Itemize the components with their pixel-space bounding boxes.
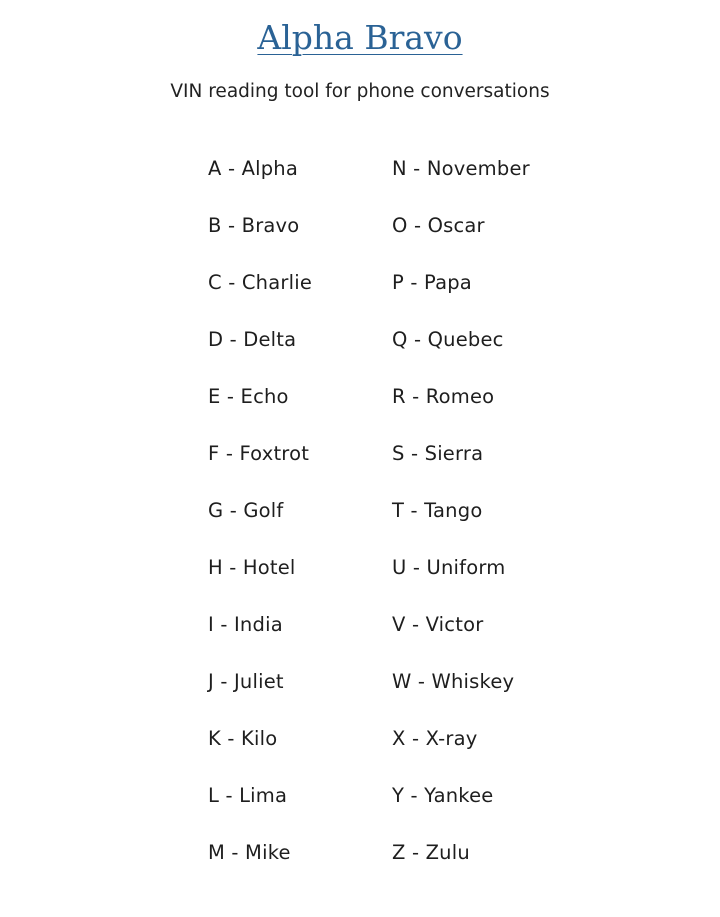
- alphabet-entry-d: D - Delta: [208, 328, 297, 351]
- alphabet-entry-l: L - Lima: [208, 784, 288, 807]
- alphabet-entry-v: V - Victor: [392, 613, 484, 636]
- alphabet-entry-k: K - Kilo: [208, 727, 278, 750]
- alphabet-entry-x: X - X-ray: [392, 727, 478, 750]
- alphabet-entry-o: O - Oscar: [392, 214, 485, 237]
- alphabet-entry-p: P - Papa: [392, 271, 472, 294]
- alphabet-entry-y: Y - Yankee: [392, 784, 494, 807]
- alphabet-entry-i: I - India: [208, 613, 283, 636]
- page-subtitle: VIN reading tool for phone conversations: [170, 81, 550, 102]
- alphabet-entry-w: W - Whiskey: [392, 670, 515, 693]
- alphabet-entry-e: E - Echo: [208, 385, 289, 408]
- alphabet-entry-b: B - Bravo: [208, 214, 300, 237]
- alphabet-entry-q: Q - Quebec: [392, 328, 504, 351]
- alphabet-entry-f: F - Foxtrot: [208, 442, 310, 465]
- alphabet-entry-t: T - Tango: [392, 499, 483, 522]
- alphabet-right-column: [392, 154, 530, 895]
- alphabet-entry-s: S - Sierra: [392, 442, 484, 465]
- page-title[interactable]: Alpha Bravo: [257, 18, 463, 57]
- alphabet-entry-u: U - Uniform: [392, 556, 506, 579]
- alphabet-entry-g: G - Golf: [208, 499, 284, 522]
- alphabet-entry-m: M - Mike: [208, 841, 291, 864]
- alphabet-entry-j: J - Juliet: [208, 670, 284, 693]
- alphabet-entry-z: Z - Zulu: [392, 841, 470, 864]
- alphabet-entry-n: N - November: [392, 157, 530, 180]
- alphabet-entry-r: R - Romeo: [392, 385, 495, 408]
- alphabet-entry-h: H - Hotel: [208, 556, 296, 579]
- alphabet-entry-a: A - Alpha: [208, 157, 299, 180]
- alphabet-entry-c: C - Charlie: [208, 271, 313, 294]
- alphabet-left-column: [208, 154, 312, 895]
